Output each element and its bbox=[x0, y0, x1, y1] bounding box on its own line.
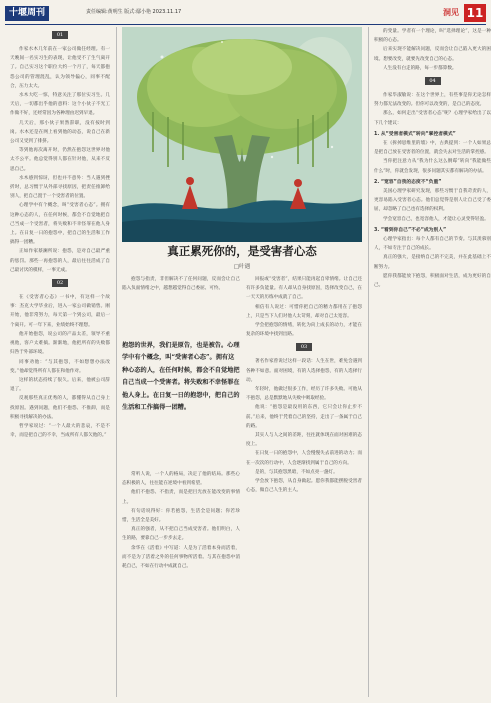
subheading: 1. 从“受害者模式”转向“掌控者模式” bbox=[374, 131, 456, 137]
paragraph: 他说：“抱怨是最没用的东西，它只会让你止步不前。”后来，他终于凭着自己的坚持，走出了一条属于自己的路。 bbox=[246, 405, 362, 429]
pull-quote: 抱怨的世界，我们是原告，也是被告。心理学中有个概念，叫“受害者心态”。拥有这种心态的人，在任何时候，都会不自觉地把自己当成一个受害者。将失败和不幸怪罪在他人身上。在日复一日的抱怨中，把自己的生活和工作搞得一团糟。 bbox=[122, 342, 240, 412]
paragraph: 在《受害者心态》一书中，有这样一个故事：杰克大学毕业后，进入一家公司做销售。刚开始，他非常努力，每天第一个到公司，最后一个离开。可一年下来，业绩始终不理想。 bbox=[10, 295, 110, 328]
paragraph: 愿你我都能放下抱怨，积极面对生活，成为更好的自己。 bbox=[374, 273, 491, 289]
subheading: 3. “看到你自己”不必“成为别人” bbox=[374, 227, 447, 233]
paragraph: 的变量。学者有一个理论，叫“选择理论”，这是一种积极的心态。 bbox=[374, 29, 491, 44]
paragraph: 美国心理学家研究发现，那些习惯于自我苛责的人，更容易陷入受害者心态。他们总觉得是别人让自己受了委屈，却忽略了自己也有选择的权利。 bbox=[374, 189, 491, 213]
article-column-mid-1b bbox=[122, 470, 240, 696]
paragraph: 他们不抱怨、不指责，而是把目光放在能改变的事情上。 bbox=[122, 490, 240, 505]
paragraph-group bbox=[374, 235, 491, 290]
paragraph: 著名作家曾说过这样一段话：人生在世，难免会遇到各种不如意。面对困境，有的人选择抱怨，有的人选择行动。 bbox=[246, 359, 362, 383]
tree-illustration-icon bbox=[122, 27, 362, 242]
paragraph-group bbox=[374, 139, 491, 176]
article-author: □叶遇 bbox=[233, 264, 251, 270]
paragraph-group bbox=[10, 293, 110, 440]
article-column-left bbox=[10, 27, 117, 697]
paragraph: 其实人与人之间的差距，往往就体现在面对困难的态度上。 bbox=[246, 433, 362, 448]
paragraph: 常听人说，一个人的格局，决定了他的结局。那些心态积极的人，往往能在逆境中看到希望。 bbox=[122, 472, 240, 487]
paragraph: 在《拆掉思维里的墙》中，古典提到：一个人如果总是把自己放在受害者的位置，就会失去对生活的掌控感。 bbox=[374, 141, 491, 156]
paragraph: 几天后，那小伙子果然辞职，没有按时到岗。水木还是在网上看到他的动态，说自己在新公司又受到了排挤。 bbox=[10, 120, 110, 145]
paragraph: 水木大吃一惊，特意关注了那位实习生。几天后，一切都出乎他的意料：这个小伙子不光工作做不好，还经常因为各种理由迟到早退。 bbox=[10, 93, 110, 117]
paragraph: 正如作家蔡澜所说：抱怨，是对自己最严重的惩罚。那些一再抱怨的人，最后往往活成了自己最讨厌的模样，一事无成。 bbox=[10, 249, 110, 273]
paragraph: 当你把注意力从“我为什么这么倒霉”转向“我能做些什么”时，你就会发现，很多问题其实都有解决的办法。 bbox=[374, 159, 491, 174]
paragraph: 心理学家指出：每个人都有自己的节奏。与其羡慕别人，不如专注于自己的成长。 bbox=[374, 237, 491, 252]
section-marker: 03 bbox=[296, 343, 312, 351]
paragraph: 余华在《活着》中写道：人是为了活着本身而活着，而不是为了活着之外的任何事物所活着。与其在抱怨中消耗自己，不如在行动中成就自己。 bbox=[122, 545, 240, 570]
paragraph-group bbox=[122, 275, 240, 293]
article-title: 真正累死你的，是受害者心态 bbox=[167, 244, 317, 258]
section-marker: 04 bbox=[425, 77, 441, 85]
paragraph: 作家毕淑敏说：在这个世界上，有些事是你无论怎样努力都无法改变的。但你可以改变的，是自己的态度。 bbox=[374, 93, 491, 108]
paragraph-group bbox=[122, 470, 240, 571]
paragraph: 抱怨与指责，非但解决不了任何问题，反而会让自己陷入负面情绪之中，越想越觉得自己委屈、可怜。 bbox=[122, 277, 240, 292]
paragraph: 真正的强大，是接纳自己的不完美，并在此基础上不断努力。 bbox=[374, 255, 491, 270]
paragraph: 学会放下抱怨，从自身做起。愿你我都能摆脱受害者心态，做自己人生的主人。 bbox=[246, 479, 362, 494]
paragraph: 回报或“受害者”，结果只能再起自卑情绪。让自己还有许多负能量。有人却从自身找原因，选择改变自己，在一天天的历练中成就了自己。 bbox=[246, 277, 362, 301]
paragraph: 学会把抱怨的情绪，转化为向上成长的动力，才能在复杂的环境中找到出路。 bbox=[246, 323, 362, 338]
paragraph: 等到他再次离开时，仍然在抱怨这世界对他太不公平。他总觉得别人都在针对他，从来不反思自己。 bbox=[10, 148, 110, 172]
paragraph: 有句话说得好：你若抱怨，生活全是问题；你若珍惜，生活全是美好。 bbox=[122, 508, 240, 524]
page-header bbox=[0, 0, 491, 24]
paragraph: 同事劝他：“与其抱怨，不如想想办法改变。”他却觉得所有人都在和他作对。 bbox=[10, 359, 110, 374]
paragraph: 他开始抱怨，说公司的产品太差，领导不重视他，客户太难搞。渐渐地，他把所有的失败都归咎于外部环境。 bbox=[10, 331, 110, 356]
masthead-logo: 十堰周刊 bbox=[5, 6, 49, 21]
paragraph: 学会宽容自己，也宽容他人，才能让心灵变得轻盈。 bbox=[383, 216, 489, 222]
article-column-right bbox=[368, 27, 491, 697]
header-rule bbox=[5, 24, 486, 25]
paragraph-group bbox=[374, 27, 491, 73]
paragraph: 哲学家说过：“一个人最大的悲哀，不是不幸，而是把自己的不幸，当成所有人都欠他的。” bbox=[10, 423, 110, 439]
paragraph: 后来实现不能解决问题，反而会让自己陷入更大的困境。想要改变，就要先改变自己的心态。 bbox=[374, 47, 491, 62]
paragraph: 是的，与其抱怨黑暗，不如点亮一盏灯。 bbox=[255, 469, 338, 475]
paragraph: 反观那些真正优秀的人，都懂得从自己身上找原因。遇到问题，他们不抱怨、不推卸，而是积极寻找解决的办法。 bbox=[10, 396, 110, 420]
paragraph: 作家水木几年前在一家公司做任经理。有一天晚间一名实习生的表现，让他受不了生气离开了。自己实习这个职位大约一个月了，每天都抱怨公司的管理混乱，认为领导偏心，同事不配合，压力太大。 bbox=[10, 47, 110, 89]
paragraph-group bbox=[374, 91, 491, 128]
subheading: 2. “宽容”自我的态度不“负重” bbox=[374, 179, 442, 185]
paragraph: 心理学中有个概念，叫“受害者心态”。拥有这种心态的人，在任何时候，都会不自觉地把自己当成一个受害者，将失败和不幸怪罪在他人身上。在日复一日的抱怨中，把自己的生活和工作搞得一团糟。 bbox=[10, 203, 110, 246]
section-marker: 02 bbox=[52, 279, 68, 287]
paragraph: 真正的强者，从不把自己当成受害者。他们明白，人生的路，要靠自己一步步去走。 bbox=[122, 527, 240, 542]
paragraph: 在日复一日的抱怨中，人会慢慢失去前进的动力；而在一次次的行动中，人会逐渐找到属于自己的方向。 bbox=[246, 451, 362, 466]
article-column-mid-2 bbox=[246, 275, 362, 696]
paragraph: 这样的状态持续了很久。后来，他被公司辞退了。 bbox=[10, 377, 110, 393]
paragraph: 相信有人说过：可惜你把自己的精力都用在了抱怨上，只是当下人们对他人太苛刻，却对自己太宽容。 bbox=[246, 304, 362, 319]
page-number: 11 bbox=[464, 4, 486, 22]
section-name: 洞见 bbox=[443, 8, 459, 17]
paragraph: 人生没有白走的路，每一步都算数。 bbox=[383, 65, 457, 71]
paragraph: 年轻时，他做过很多工作，经历了许多失败。可他从不抱怨，总是默默地从失败中吸取经验。 bbox=[246, 387, 362, 402]
paragraph: 那么，如何走出“受害者心态”呢？心理学家给出了以下几个建议： bbox=[374, 111, 491, 126]
article-illustration bbox=[122, 27, 362, 242]
paragraph-group bbox=[10, 45, 110, 275]
article-column-mid-1 bbox=[122, 275, 240, 335]
editor-credits: 责任编辑:黄明生 版式:鄢小艳 2023.11.17 bbox=[86, 9, 182, 15]
section-marker: 01 bbox=[52, 31, 68, 39]
paragraph-group bbox=[374, 187, 491, 224]
paragraph: 水木感到惊讶，但也并不意外：当人遇到挫折时，总习惯于从外部寻找原因，把责任推卸给别人，把自己置于一个受害者的位置。 bbox=[10, 175, 110, 200]
paragraph-group bbox=[246, 275, 362, 495]
